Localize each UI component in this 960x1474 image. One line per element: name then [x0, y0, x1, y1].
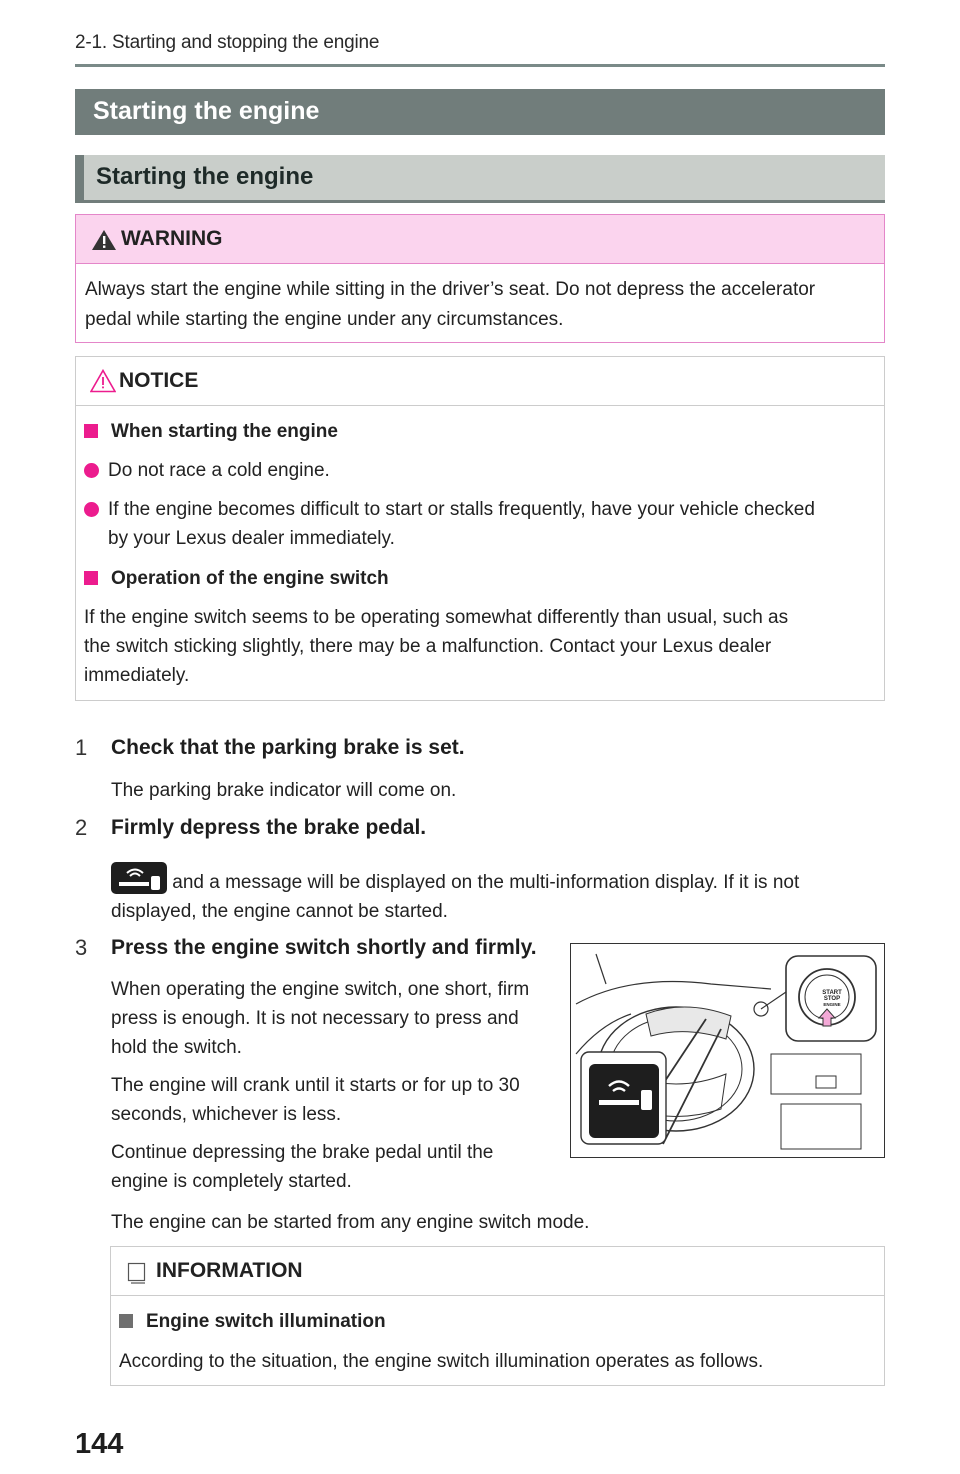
step-2-text: and a message will be displayed on the multi-information display. If it is not displayed, the engine cannot be started. [111, 862, 881, 926]
running-head: 2-1. Starting and stopping the engine [75, 32, 380, 53]
step-number: 2 [75, 815, 88, 840]
section-title-bar [75, 89, 885, 135]
header-rule [75, 64, 885, 67]
step-2 [75, 815, 427, 841]
step-3 [75, 935, 537, 961]
information-header [111, 1247, 884, 1296]
warning-header [76, 215, 884, 264]
notice-paragraph: If the engine switch seems to be operating somewhat differently than usual, such as the switch sticking slightly, there may be a malfunction. Contact your Lexus dealer immediately. [84, 607, 789, 686]
notice-triangle-icon [90, 369, 116, 393]
square-bullet-icon [84, 424, 98, 438]
page-number: 144 [75, 1428, 124, 1460]
step-title: Press the engine switch shortly and firmly. [111, 936, 537, 959]
notice-subheading-1: When starting the engine [84, 421, 338, 443]
notice-box [75, 356, 885, 701]
step-number: 1 [75, 735, 88, 760]
step-number: 3 [75, 935, 88, 960]
step-3-text: When operating the engine switch, one short, firm press is enough. It is not necessary to press and hold the switch. The engine will crank until it starts or for up to 30 seconds, whichever is less. Continue depressing the brake pedal until the engine is completely started. [111, 979, 530, 1192]
warning-triangle-icon [91, 229, 117, 251]
information-label: INFORMATION [156, 1259, 303, 1282]
information-icon [127, 1262, 147, 1284]
section-subtitle: Starting the engine [96, 163, 314, 190]
section-subtitle-bar [75, 155, 885, 203]
square-bullet-icon [84, 571, 98, 585]
square-bullet-icon [119, 1314, 133, 1328]
key-indicator-icon [111, 862, 167, 894]
round-bullet-icon [84, 463, 99, 478]
step-1 [75, 735, 465, 761]
warning-text [85, 275, 865, 335]
engine-switch-illustration [570, 943, 885, 1158]
step-1-text: The parking brake indicator will come on. [111, 780, 457, 801]
warning-label: WARNING [121, 227, 223, 250]
information-box [110, 1246, 885, 1386]
warning-line-2: pedal while starting the engine under any circumstances. [85, 309, 564, 330]
step-title: Check that the parking brake is set. [111, 736, 465, 759]
notice-label: NOTICE [119, 369, 199, 392]
dashboard-drawing [571, 944, 884, 1157]
notice-subheading-2: Operation of the engine switch [84, 568, 389, 590]
section-title: Starting the engine [93, 97, 320, 125]
step-3-note: The engine can be started from any engine switch mode. [111, 1212, 590, 1233]
notice-bullet-1: Do not race a cold engine. [84, 456, 330, 485]
notice-bullet-2: If the engine becomes difficult to start or stalls frequently, have your vehicle checked by your Lexus dealer immediately. [84, 495, 864, 553]
information-subheading: Engine switch illumination [119, 1311, 386, 1333]
warning-box [75, 214, 885, 343]
start-stop-button-label: START STOP ENGINE [822, 990, 842, 1007]
step-title: Firmly depress the brake pedal. [111, 816, 427, 839]
information-paragraph: According to the situation, the engine switch illumination operates as follows. [119, 1351, 764, 1372]
warning-line-1: Always start the engine while sitting in the driver’s seat. Do not depress the accelerator [85, 279, 816, 300]
notice-header [76, 357, 884, 406]
round-bullet-icon [84, 502, 99, 517]
